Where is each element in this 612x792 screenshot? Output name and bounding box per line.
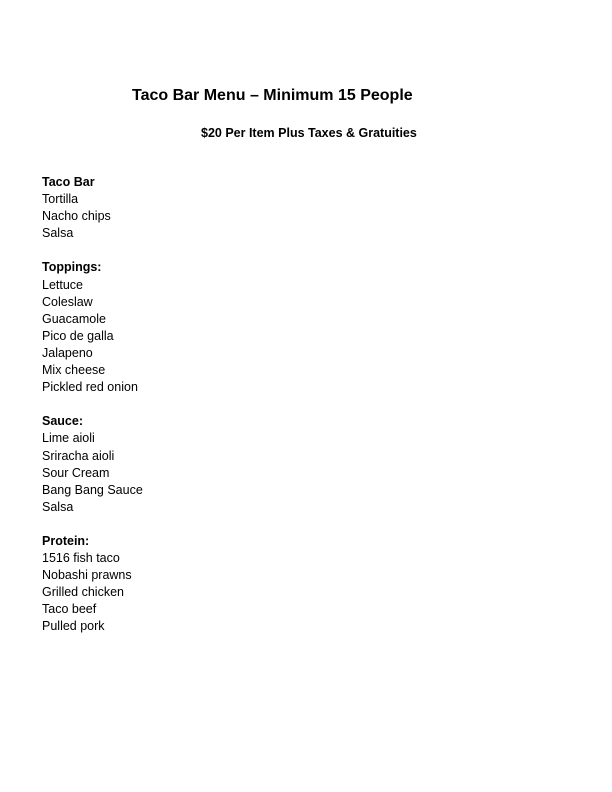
menu-item: Lime aioli (42, 431, 95, 446)
section-heading-sauce: Sauce: (42, 414, 83, 429)
menu-item: Mix cheese (42, 363, 106, 378)
menu-item: Bang Bang Sauce (42, 482, 143, 497)
section-toppings (42, 259, 143, 396)
menu-item: Jalapeno (42, 345, 93, 360)
menu-item: Sriracha aioli (42, 448, 115, 463)
section-heading-protein: Protein: (42, 533, 90, 548)
page-title: Taco Bar Menu – Minimum 15 People (132, 87, 413, 104)
menu-body (42, 174, 143, 653)
menu-item: Lettuce (42, 277, 84, 292)
menu-item: Nobashi prawns (42, 568, 132, 583)
menu-item: Pico de galla (42, 328, 114, 343)
menu-item: Salsa (42, 499, 74, 514)
menu-item: Coleslaw (42, 294, 93, 309)
menu-item: Pickled red onion (42, 380, 138, 395)
section-heading-toppings: Toppings: (42, 260, 102, 275)
menu-item: Pulled pork (42, 619, 105, 634)
menu-item: Salsa (42, 226, 74, 241)
menu-item: Sour Cream (42, 465, 110, 480)
menu-item: Tortilla (42, 192, 79, 207)
pricing-subtitle: $20 Per Item Plus Taxes & Gratuities (201, 126, 417, 140)
section-sauce (42, 413, 143, 516)
section-protein (42, 533, 143, 636)
section-heading-taco-bar: Taco Bar (42, 175, 95, 189)
menu-item: Nacho chips (42, 209, 111, 224)
menu-item: 1516 fish taco (42, 551, 120, 566)
menu-item: Grilled chicken (42, 585, 124, 600)
menu-item: Taco beef (42, 602, 97, 617)
section-taco-bar (42, 174, 143, 242)
menu-item: Guacamole (42, 311, 106, 326)
